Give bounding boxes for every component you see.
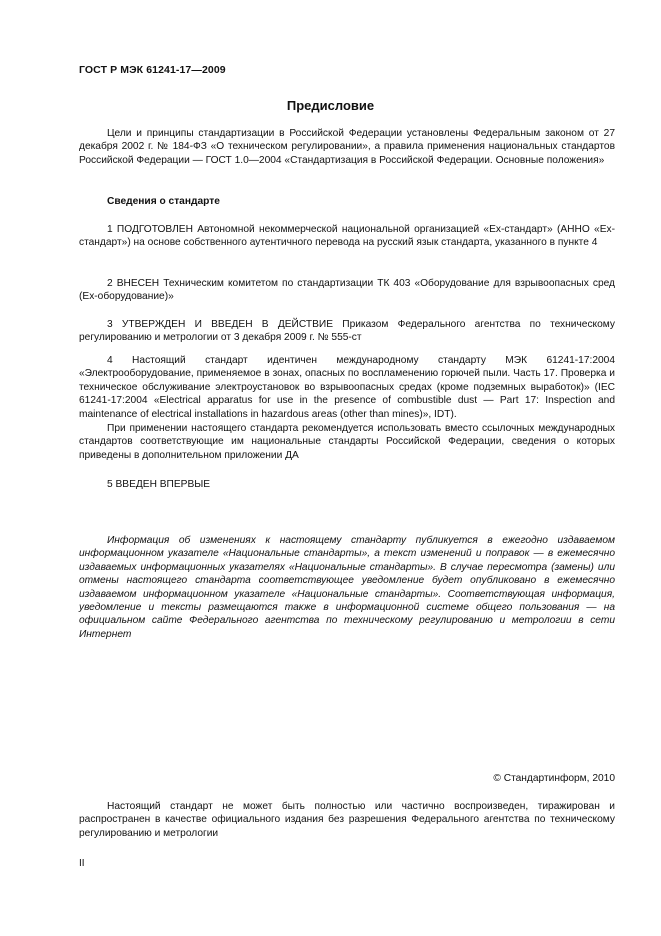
page-title: Предисловие — [286, 98, 375, 113]
item-5: 5 ВВЕДЕН ВПЕРВЫЕ — [107, 479, 211, 490]
item-2: 2 ВНЕСЕН Техническим комитетом по стандартизации ТК 403 «Оборудование для взрывоопасных сред (Ех-оборудование)» — [79, 278, 615, 303]
page-number: II — [79, 858, 85, 869]
section-heading: Сведения о стандарте — [107, 196, 220, 207]
item-3: 3 УТВЕРЖДЕН И ВВЕДЕН В ДЕЙСТВИЕ Приказом Федерального агентства по техническому регулированию и метрологии от 3 декабря 2009 г. № 555-ст — [79, 319, 615, 344]
item-4: 4 Настоящий стандарт идентичен международному стандарту МЭК 61241-17:2004 «Электрооборудование, применяемое в зонах, опасных по воспламенению горючей пыли. Часть 17. Проверка и техническое обслуживание электроустановок во взрывоопасных средах (кроме подземных выработок)» (IEC 61241-17:2004 «Electrical apparatus for use in the presence of combustible dust — Part 17: Inspection and maintenance of electrical installations in hazardous areas (other than mines)», IDT). — [79, 355, 615, 420]
reproduction-notice: Настоящий стандарт не может быть полностью или частично воспроизведен, тиражирован и распространен в качестве официального издания без разрешения Федерального агентства по техническому регулированию и метрологии — [79, 801, 615, 839]
item-1: 1 ПОДГОТОВЛЕН Автономной некоммерческой национальной организацией «Ех-стандарт» (АННО «Ех-стандарт») на основе собственного аутентичного перевода на русский язык стандарта, указанного в пункте 4 — [79, 224, 615, 249]
copyright-notice: © Стандартинформ, 2010 — [493, 773, 615, 784]
document-header: ГОСТ Р МЭК 61241-17—2009 — [79, 64, 226, 76]
intro-paragraph: Цели и принципы стандартизации в Российской Федерации установлены Федеральным законом от 27 декабря 2002 г. № 184-ФЗ «О техническом регулировании», а правила применения национальных стандартов Российской Федерации — ГОСТ 1.0—2004 «Стандартизация в Российской Федерации. Основные положения» — [79, 128, 615, 166]
item-4-note: При применении настоящего стандарта рекомендуется использовать вместо ссылочных международных стандартов соответствующие им национальные стандарты Российской Федерации, сведения о которых приведены в дополнительном приложении ДА — [79, 423, 615, 461]
info-notice: Информация об изменениях к настоящему стандарту публикуется в ежегодно издаваемом информационном указателе «Национальные стандарты», а текст изменений и поправок — в ежемесячно издаваемых информационных указателях «Национальные стандарты». В случае пересмотра (замены) или отмены настоящего стандарта соответствующее уведомление будет опубликовано в ежемесячно издаваемом информационном указателе «Национальные стандарты». Соответствующая информация, уведомление и тексты размещаются также в информационной системе общего пользования — на официальном сайте Федерального агентства по техническому регулированию и метрологии в сети Интернет — [79, 535, 615, 640]
